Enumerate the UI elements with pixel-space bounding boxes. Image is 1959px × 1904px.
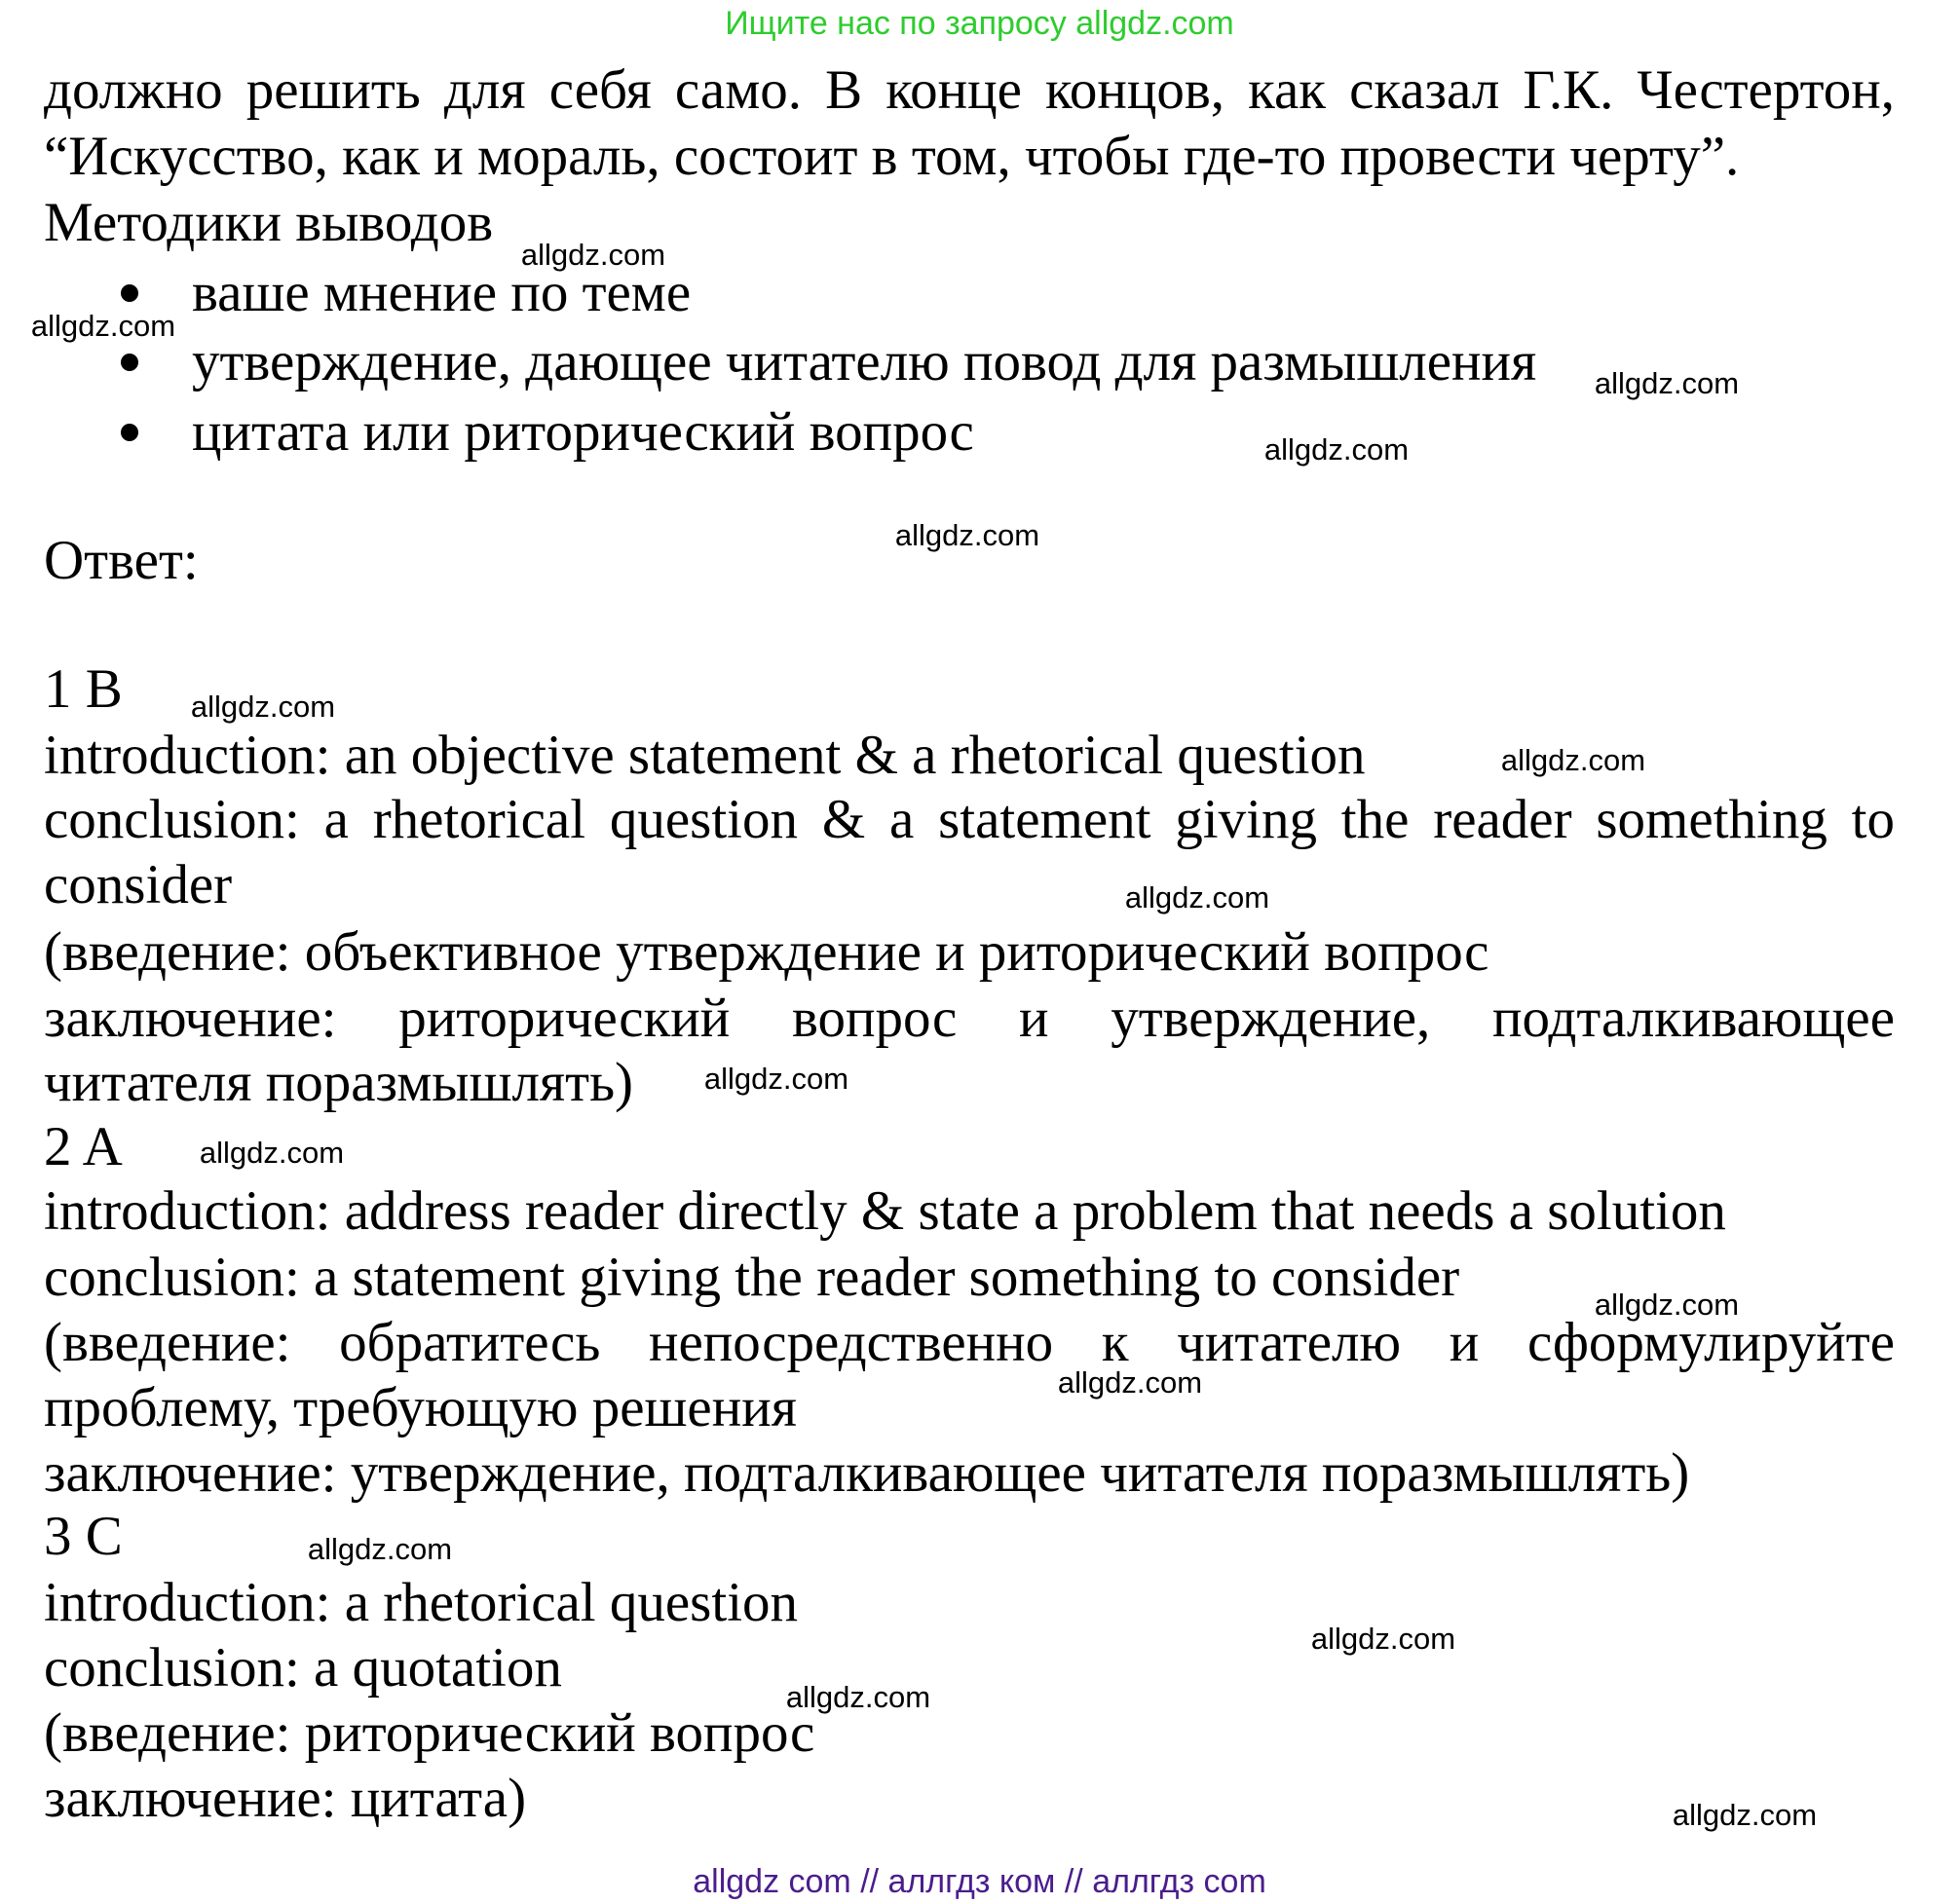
answer-line: conclusion: a statement giving the reader something to consider (44, 1247, 1460, 1308)
text-line: Методики выводов (44, 192, 494, 253)
answer-line: (введение: объективное утверждение и риторический вопрос (44, 921, 1489, 983)
list-item-text: цитата или риторический вопрос (192, 401, 974, 463)
answer-line: 2 A (44, 1116, 123, 1177)
watermark: allgdz.com (190, 690, 336, 724)
answer-line: introduction: address reader directly & state a problem that needs a solution (44, 1180, 1726, 1242)
answer-line: проблему, требующую решения (44, 1377, 797, 1438)
list-item-text: утверждение, дающее читателю повод для размышления (192, 331, 1537, 392)
watermark: allgdz.com (520, 238, 666, 272)
watermark: allgdz.com (1310, 1622, 1456, 1656)
watermark: allgdz.com (30, 309, 176, 343)
watermark: allgdz.com (307, 1532, 453, 1566)
text-line: должно решить для себя само. В конце концов, как сказал Г.К. Честертон, (44, 59, 1895, 121)
watermark: allgdz.com (199, 1136, 345, 1170)
answer-line: conclusion: a quotation (44, 1637, 562, 1699)
bullet-icon (121, 424, 138, 441)
answer-line: introduction: an objective statement & a rhetorical question (44, 725, 1366, 786)
watermark: allgdz.com (894, 518, 1040, 552)
answer-line: 3 C (44, 1506, 123, 1567)
answer-line: заключение: цитата) (44, 1768, 527, 1829)
answer-line: consider (44, 854, 233, 915)
header-banner: Ищите нас по запросу allgdz.com (725, 5, 1234, 42)
footer-banner: allgdz com // аллгдз ком // аллгдз com (693, 1863, 1266, 1900)
answer-line: Ответ: (44, 530, 199, 591)
text-line: “Искусство, как и мораль, состоит в том, чтобы где-то провести черту”. (44, 126, 1740, 187)
watermark: allgdz.com (1594, 366, 1740, 400)
answer-line: (введение: обратитесь непосредственно к читателю и сформулируйте (44, 1312, 1895, 1373)
answer-line: 1 B (44, 658, 123, 720)
watermark: allgdz.com (785, 1680, 931, 1714)
list-item-text: ваше мнение по теме (192, 262, 692, 323)
answer-line: (введение: риторический вопрос (44, 1702, 815, 1764)
bullet-icon (121, 284, 138, 302)
answer-line: introduction: a rhetorical question (44, 1572, 799, 1633)
answer-line: заключение: утверждение, подталкивающее читателя поразмышлять) (44, 1442, 1690, 1504)
watermark: allgdz.com (1672, 1798, 1818, 1832)
answer-line: читателя поразмышлять) (44, 1052, 634, 1113)
watermark: allgdz.com (1263, 432, 1410, 467)
watermark: allgdz.com (703, 1062, 849, 1096)
bullet-icon (121, 354, 138, 371)
watermark: allgdz.com (1500, 743, 1646, 777)
answer-line: conclusion: a rhetorical question & a statement giving the reader something to (44, 789, 1895, 850)
answer-line: заключение: риторический вопрос и утверждение, подталкивающее (44, 988, 1895, 1049)
watermark: allgdz.com (1124, 880, 1270, 915)
watermark: allgdz.com (1057, 1365, 1203, 1400)
watermark: allgdz.com (1594, 1288, 1740, 1322)
